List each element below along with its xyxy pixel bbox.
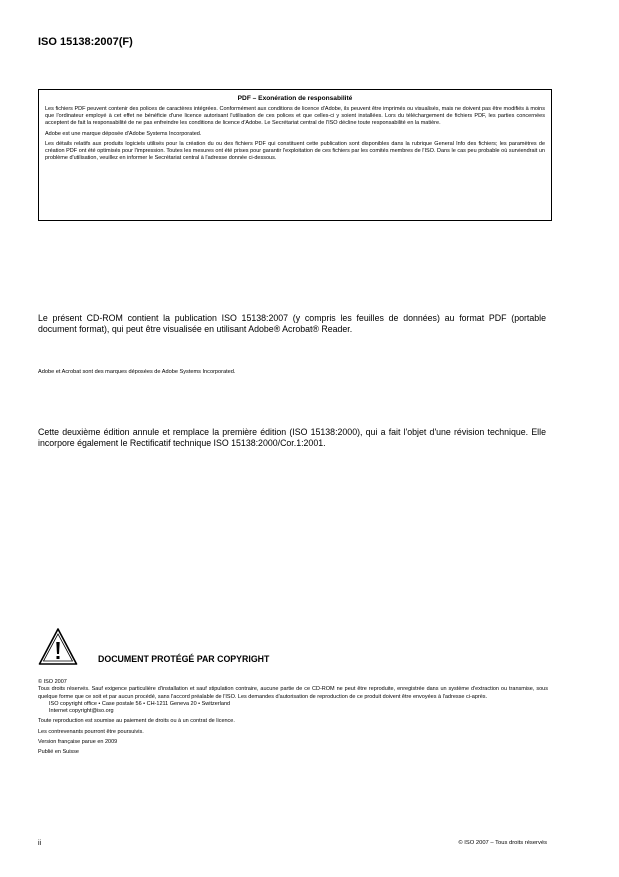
cdrom-paragraph: Le présent CD-ROM contient la publication ISO 15138:2007 (y compris les feuilles de données) au format PDF (portable document format), qui peut être visualisée en utilisant Adobe® Acrobat® Reader. [38,313,546,334]
disclaimer-paragraph-fonts: Les fichiers PDF peuvent contenir des polices de caractères intégrées. Conformément aux conditions de licence d'Adobe, ils peuvent être imprimés ou visualisés, mais ne doivent pas être modifiés à moins que l'ordinateur employé à cet effet ne bénéficie d'une licence autorisant l'utilisation de ces polices et que celles-ci y soient installées. Lors du téléchargement de fichiers PDF, les parties concernées acceptent de fait la responsabilité de ne pas enfreindre les conditions de licence d'Adobe. Le Secrétariat central de l'ISO décline toute responsabilité en la matière. [45,106,545,127]
copyright-published-text: Publié en Suisse [38,749,79,756]
pdf-disclaimer-box [38,89,552,221]
warning-triangle-icon [38,627,78,667]
disclaimer-title: PDF – Exonération de responsabilité [237,95,353,102]
trademarks-paragraph: Adobe et Acrobat sont des marques déposées de Adobe Systems Incorporated. [38,369,236,375]
copyright-rights-text: Tous droits réservés. Sauf exigence particulière d'installation et sauf stipulation contraire, aucune partie de ce CD-ROM ne peut être reproduite, enregistrée dans un système d'extraction ou transmise, sous quelque forme que ce soit et par aucun procédé, sans l'accord préalable de l'ISO. Les demandes d'autorisation de reproduction de ce produit doivent être envoyées à l'adresse ci-après. [38,686,548,700]
copyright-symbol-line: © ISO 2007 [38,679,67,685]
copyright-version-text: Version française parue en 2009 [38,739,118,746]
document-header-title: ISO 15138:2007(F) [38,36,133,48]
copyright-title: DOCUMENT PROTÉGÉ PAR COPYRIGHT [98,654,270,664]
copyright-internet: Internet copyright@iso.org [49,708,114,715]
copyright-office-address: ISO copyright office • Case postale 56 • CH-1211 Geneva 20 • Switzerland [49,700,231,707]
disclaimer-paragraph-software: Les détails relatifs aux produits logiciels utilisés pour la création du ou des fichiers PDF qui constituent cette publication sont disponibles dans la rubrique General Info des fichiers; les paramètres de création PDF ont été optimisés pour l'impression. Toutes les mesures ont été prises pour garantir l'exploitation de ces fichiers par les comités membres de l'ISO. Dans le cas peu probable où surviendrait un problème d'utilisation, veuillez en informer le Secrétariat central à l'adresse donnée ci-dessous. [45,140,545,162]
footer-copyright: © ISO 2007 – Tous droits réservés [458,840,547,846]
disclaimer-paragraph-adobe: Adobe est une marque déposée d'Adobe Systems Incorporated. [45,130,202,137]
page-number: ii [38,840,42,847]
copyright-payment-text: Toute reproduction est soumise au paiement de droits ou à un contrat de licence. [38,718,235,725]
copyright-block [38,679,548,757]
copyright-offenders-text: Les contrevenants pourront être poursuivis. [38,728,144,735]
edition-paragraph: Cette deuxième édition annule et remplace la première édition (ISO 15138:2000), qui a fait l'objet d'une révision technique. Elle incorpore également le Rectificatif technique ISO 15138:2000/Cor.1:2001. [38,427,546,448]
